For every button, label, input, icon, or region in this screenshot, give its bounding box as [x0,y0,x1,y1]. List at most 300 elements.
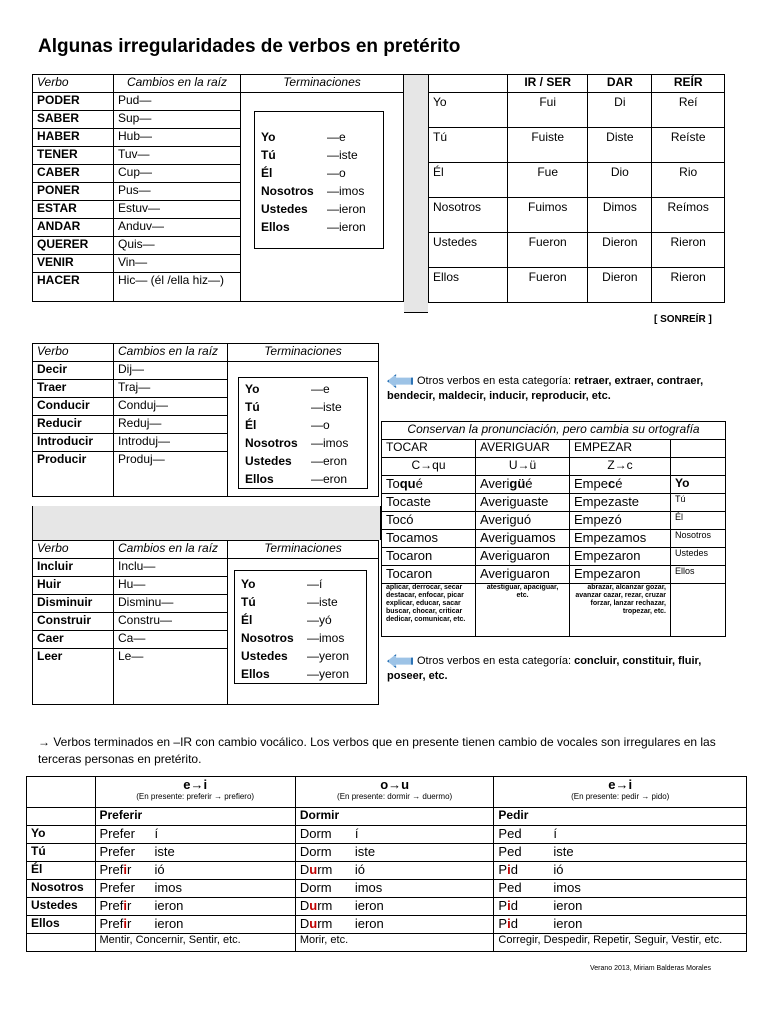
conjugation: Rieron [652,268,725,303]
table-row [27,826,747,844]
person-label: Tú [429,128,508,163]
stem-part: r [126,862,132,877]
conjugation: Di [588,93,652,128]
stem-part: D [299,862,310,877]
conjugation: Rio [652,163,725,198]
conjugation: Dio [588,163,652,198]
intro-text: → Verbos terminados en –IR con cambio vocálico. Los verbos que en presente tienen cambio de vocales son irregulares en las terceras personas en pretérito. [38,735,716,766]
conjugation [295,826,494,844]
endings-box [234,570,367,684]
stem-part: Pref [99,916,124,931]
ending-person: Tú [245,400,260,414]
table-row [382,566,726,584]
ending-suffix: —eron [311,472,348,486]
column-header: EMPEZAR [570,440,671,458]
person-label: Ellos [27,916,96,934]
verb-stem: Reduj— [114,416,228,434]
conjugation: Fuiste [508,128,588,163]
verb-stem: Vin— [114,255,241,273]
verb-name: Decir [33,362,114,380]
vowel-change: u [309,898,318,913]
endings-cell [228,559,379,705]
ending-person: Ustedes [261,202,308,216]
conjugation [382,548,476,566]
ending-suffix: —yó [307,613,332,627]
infinitive: Preferir [95,808,295,826]
conjugation: Fue [508,163,588,198]
conjugation [382,566,476,584]
verb-name: Incluir [33,559,114,577]
word-part: Averiguamos [480,530,556,545]
verb-stem: Inclu— [114,559,228,577]
ending-suffix: —imos [307,631,345,645]
ending-row [235,647,366,665]
ending: ieron [354,916,384,931]
word-part: Tocó [386,512,414,527]
ending-suffix: —o [327,166,346,180]
verb-stem: Introduj— [114,434,228,452]
word-part: é [615,476,623,491]
infinitive: Dormir [295,808,494,826]
conjugation [570,494,671,512]
stem-part: D [299,898,310,913]
verb-name: HACER [33,273,114,302]
header-verbo: Verbo [33,75,114,93]
endings-cell [241,93,404,302]
ending: ieron [154,916,184,931]
person-label: Ustedes [671,548,726,566]
conjugation [95,880,295,898]
word-part: Tocaron [386,566,433,581]
empty-cell [671,584,726,637]
conjugation [570,530,671,548]
table-row [27,898,747,916]
stem-part: r [126,916,132,931]
verb-name: VENIR [33,255,114,273]
verb-name: Traer [33,380,114,398]
word-part: é [415,476,423,491]
verb-stem: Pus— [114,183,241,201]
table-row [429,268,725,303]
conjugation [476,530,570,548]
conjugation: Dimos [588,198,652,233]
vowel-change: i [507,862,511,877]
corner-cell [429,75,508,93]
conjugation: Rieron [652,233,725,268]
note-prefix: Otros verbos en esta categoría: [417,655,575,667]
ending: iste [154,844,175,859]
table-row [27,862,747,880]
conjugation [295,862,494,880]
ending-row [255,200,383,218]
stem-part: r [126,898,132,913]
group-header [494,777,747,808]
ending-row [239,398,367,416]
ending-suffix: —iste [327,148,358,162]
group-header [95,777,295,808]
conjugation [295,880,494,898]
conjugation [95,898,295,916]
stem [100,916,155,931]
conjugation [382,476,476,494]
word-part: Empezaste [574,494,640,509]
table-row [27,916,747,934]
person-label: Ellos [429,268,508,303]
verb-name: CABER [33,165,114,183]
conjugation: Reímos [652,198,725,233]
stem: Ped [498,844,522,859]
stem [100,898,155,913]
other-verbs: abrazar, alcanzar gozar, avanzar cazar, rezar, cruzar forzar, lanzar rechazar, tropezar, etc. [570,584,671,637]
conjugation [476,512,570,530]
verb-name: QUERER [33,237,114,255]
verb-name: SABER [33,111,114,129]
conjugation [494,862,747,880]
ending-suffix: —imos [311,436,349,450]
ending-row [255,218,383,236]
ending: imos [154,880,182,895]
stem: Dorm [299,880,332,895]
word-part: Averiguó [480,512,532,527]
stem [300,916,355,931]
ending-suffix: —yeron [307,649,350,663]
column-header: IR / SER [508,75,588,93]
ending-row [239,470,367,488]
table-row [429,198,725,233]
conjugation: Dieron [588,233,652,268]
table-row [382,512,726,530]
conjugation [570,476,671,494]
person-label: Él [671,512,726,530]
irregular-stems-table-2 [32,343,379,497]
ending-person: Ellos [241,667,270,681]
ending-suffix: —e [311,382,330,396]
person-label: Nosotros [429,198,508,233]
verb-name: TENER [33,147,114,165]
verb-stem: Hic— (él /ella hiz—) [114,273,241,302]
stem: Ped [498,880,522,895]
spelling-change: Z→c [570,458,671,476]
header-terminaciones: Terminaciones [228,541,379,559]
ending: í [154,826,159,841]
person-label: Nosotros [671,530,726,548]
table-row [382,548,726,566]
spelling-highlight: qu [399,476,416,491]
group-title: o→u [380,777,410,792]
person-label: Ustedes [429,233,508,268]
verb-name: HABER [33,129,114,147]
verb-stem: Quis— [114,237,241,255]
verb-stem: Constru— [114,613,228,631]
irregular-stems-table-3 [32,540,379,705]
ending-row [239,452,367,470]
word-part: Averiguaron [480,566,550,581]
ending-row [255,182,383,200]
vowel-change: i [507,916,511,931]
conjugation [382,512,476,530]
note-bold: concluir, constituir, fluir, poseer, etc. [387,655,702,682]
stem [300,862,355,877]
sonreir-note: [ SONREÍR ] [654,314,712,325]
verb-stem: Tuv— [114,147,241,165]
table-row [382,530,726,548]
spelling-change: C→qu [382,458,476,476]
stem-part: Pref [99,862,124,877]
word-part: Empezaron [574,566,641,581]
person-label: Yo [429,93,508,128]
table-row [33,362,379,380]
conjugation [570,548,671,566]
endings-box [238,377,368,489]
column-header: AVERIGUAR [476,440,570,458]
header-terminaciones: Terminaciones [228,344,379,362]
header-verbo: Verbo [33,344,114,362]
person-label: Ustedes [27,898,96,916]
ending-suffix: —í [307,577,323,591]
table-row [429,128,725,163]
stem [498,862,553,877]
stem-part: rm [317,898,333,913]
other-verbs: Mentir, Concernir, Sentir, etc. [95,934,295,952]
ending-person: Nosotros [241,631,294,645]
endings-box [254,111,384,249]
ending-row [235,665,366,683]
stem: Prefer [99,844,135,859]
verb-stem: Produj— [114,452,228,497]
other-verbs: atestiguar, apaciguar, etc. [476,584,570,637]
verb-name: ANDAR [33,219,114,237]
verb-stem: Cup— [114,165,241,183]
conjugation [95,844,295,862]
ending: iste [354,844,376,859]
column-header: TOCAR [382,440,476,458]
empty-cell [671,440,726,458]
stem-part: d [510,916,518,931]
ending-person: Tú [261,148,276,162]
note-category-4 [387,654,727,684]
verb-stem: Estuv— [114,201,241,219]
note-prefix: Otros verbos en esta categoría: [417,375,575,387]
ending-row [239,434,367,452]
ending: imos [553,880,581,895]
conjugation: Fuimos [508,198,588,233]
ending-person: Ellos [261,220,290,234]
spelling-highlight: c [607,476,616,491]
conjugation: Fui [508,93,588,128]
ending-person: Ustedes [245,454,292,468]
table-row [429,163,725,198]
person-label: Ellos [671,566,726,584]
ending-suffix: —o [311,418,330,432]
ending-person: Él [245,418,257,432]
person-label: Tú [671,494,726,512]
stem: Dorm [299,844,332,859]
conjugation: Fueron [508,233,588,268]
conjugation [95,826,295,844]
page-title: Algunas irregularidades de verbos en pretérito [38,36,461,57]
table-title: Conservan la pronunciación, pero cambia su ortografía [382,422,726,440]
stem-part: D [299,916,310,931]
gray-band [32,506,381,540]
ending: í [553,826,558,841]
ending-person: Él [241,613,253,627]
empty-cell [671,458,726,476]
conjugation: Reí [652,93,725,128]
ending-suffix: —iste [307,595,338,609]
stem [100,862,155,877]
verb-stem: Traj— [114,380,228,398]
verb-name: Construir [33,613,114,631]
stem-part: d [510,862,518,877]
ending-row [239,380,367,398]
irregular-stems-table-1 [32,74,404,302]
verb-name: Caer [33,631,114,649]
person-label: Nosotros [27,880,96,898]
stem: Dorm [299,826,332,841]
conjugation [295,898,494,916]
verb-stem: Dij— [114,362,228,380]
table-row [429,233,725,268]
word-part: Averiguaron [480,548,550,563]
ending: ieron [154,898,184,913]
conjugation [570,566,671,584]
conjugation [494,898,747,916]
stem-part: P [498,862,508,877]
stem: Prefer [99,826,135,841]
ending-suffix: —ieron [327,220,366,234]
other-verbs: Corregir, Despedir, Repetir, Seguir, Vestir, etc. [494,934,747,952]
stem-part: rm [317,916,333,931]
verb-stem: Pud— [114,93,241,111]
stem-part: rm [317,862,333,877]
conjugation [95,916,295,934]
ending-person: Ustedes [241,649,288,663]
ending-row [235,575,366,593]
ending: iste [553,844,574,859]
column-header: REÍR [652,75,725,93]
verb-name: Conducir [33,398,114,416]
group-header [295,777,494,808]
table-row [33,93,404,111]
conjugation [95,862,295,880]
conjugation [382,494,476,512]
ending-person: Yo [245,382,260,396]
conjugation: Dieron [588,268,652,303]
orthographic-change-table [381,421,726,637]
vowel-change: i [123,898,127,913]
left-arrow-icon [387,654,413,668]
vowel-change: i [507,898,511,913]
verb-stem: Ca— [114,631,228,649]
stem: Ped [498,826,522,841]
verb-name: Producir [33,452,114,497]
ending-person: Tú [241,595,256,609]
verb-name: Disminuir [33,595,114,613]
ending-suffix: —imos [327,184,365,198]
vowel-change: u [309,916,318,931]
stem-part: P [498,916,508,931]
divider-gray [404,74,428,313]
corner-cell [27,777,96,808]
verb-name: PONER [33,183,114,201]
ending-row [255,164,383,182]
ending-person: Él [261,166,273,180]
ir-dar-reir-table [428,74,725,303]
verb-stem: Conduj— [114,398,228,416]
conjugation [494,880,747,898]
verb-stem: Hu— [114,577,228,595]
ending-suffix: —iste [311,400,342,414]
word-part: To [386,476,400,491]
header-verbo: Verbo [33,541,114,559]
word-part: Empezaron [574,548,641,563]
verb-name: Reducir [33,416,114,434]
ending-row [235,611,366,629]
verb-name: PODER [33,93,114,111]
conjugation [295,844,494,862]
conjugation [570,512,671,530]
ending: ió [354,862,365,877]
person-label: Yo [27,826,96,844]
verb-name: ESTAR [33,201,114,219]
conjugation [476,548,570,566]
empty-cell [27,808,96,826]
conjugation [476,476,570,494]
ending-person: Yo [261,130,276,144]
word-part: Empe [574,476,608,491]
table-row [27,880,747,898]
table-row [33,559,379,577]
word-part: Empezó [574,512,622,527]
other-verbs: aplicar, derrocar, secar destacar, enfocar, picar explicar, educar, sacar buscar, chocar, criticar dedicar, comunicar, etc. [382,584,476,637]
endings-cell [228,362,379,497]
stem [300,898,355,913]
word-part: Tocaron [386,548,433,563]
ending-person: Nosotros [245,436,298,450]
ending: í [354,826,359,841]
ending-suffix: —eron [311,454,348,468]
verb-stem: Sup— [114,111,241,129]
word-part: Averi [480,476,510,491]
conjugation [494,844,747,862]
group-subtitle: (En presente: preferir → prefiero) [136,792,255,801]
group-subtitle: (En presente: dormir → duermo) [337,792,453,801]
header-cambios: Cambios en la raíz [114,541,228,559]
group-title: e→i [183,777,208,792]
conjugation [494,826,747,844]
header-cambios: Cambios en la raíz [114,344,228,362]
verb-stem: Disminu— [114,595,228,613]
spelling-change: U→ü [476,458,570,476]
vowel-change-table [26,776,747,952]
note-bold: retraer, extraer, contraer, bendecir, maldecir, inducir, reproducir, etc. [387,375,704,402]
ending-suffix: —yeron [307,667,350,681]
conjugation: Fueron [508,268,588,303]
table-row [27,844,747,862]
group-title: e→i [608,777,633,792]
verb-stem: Anduv— [114,219,241,237]
word-part: Tocamos [386,530,439,545]
empty-cell [27,934,96,952]
ending-suffix: —ieron [327,202,366,216]
ending: ió [154,862,165,877]
table-row [382,476,726,494]
person-label: Él [27,862,96,880]
verb-stem: Le— [114,649,228,705]
note-category-3 [387,374,727,404]
ending-person: Nosotros [261,184,314,198]
header-terminaciones: Terminaciones [241,75,404,93]
